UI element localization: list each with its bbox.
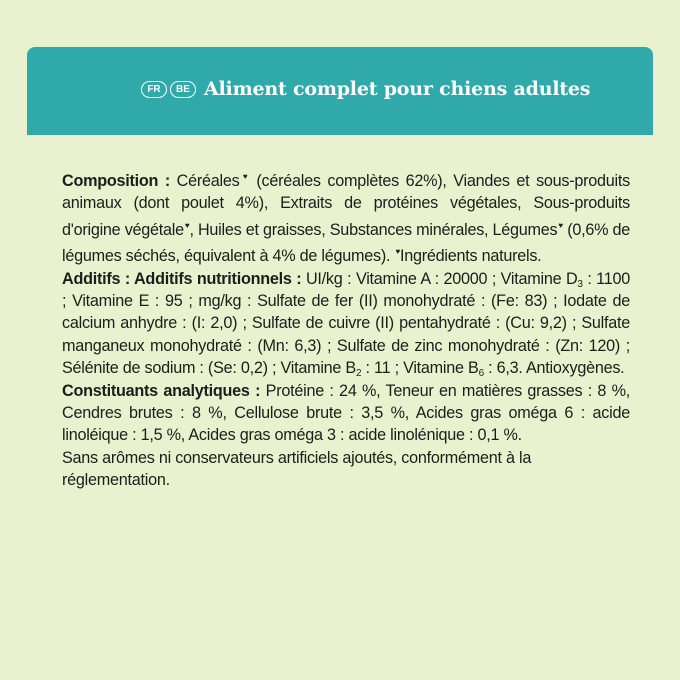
country-badge-be: BE	[170, 81, 196, 98]
heart-icon: ♥	[395, 247, 400, 257]
constituants-label: Constituants analytiques :	[62, 381, 261, 400]
constituants-text: Protéine : 24 %, Teneur en matières grasses : 8 %, Cendres brutes : 8 %, Cellulose brute : 3,5 %, Acides gras oméga 6 : acide linoléique : 1,5 %, Acides gras oméga 3 : acide linolénique : 0,1 %.	[62, 381, 630, 445]
additifs-text-1: UI/kg : Vitamine A : 20000 ; Vitamine D	[301, 269, 578, 288]
composition-text-3: , Huiles et graisses, Substances minérales, Légumes	[189, 220, 558, 239]
vitamin-b2-subscript: 2	[355, 368, 362, 380]
additifs-paragraph	[62, 268, 630, 380]
composition-text-2: (céréales complètes 62%), Viandes et sous-produits animaux (dont poulet 4%), Extraits de protéines végétales, Sous-produits d'origine végétale	[62, 172, 630, 239]
heart-icon: ♥	[240, 172, 250, 181]
heart-icon: ♥	[558, 220, 563, 230]
header-banner	[27, 47, 653, 135]
footer-note: Sans arômes ni conservateurs artificiels ajoutés, conformément à la réglementation.	[62, 448, 532, 490]
constituants-paragraph	[62, 380, 630, 447]
composition-paragraph	[62, 166, 630, 268]
vitamin-b6-subscript: 6	[478, 368, 484, 380]
heart-icon: ♥	[184, 220, 190, 230]
composition-text-4: (0,6% de légumes séchés, équivalent à 4% de légumes).	[62, 220, 631, 266]
product-title: Aliment complet pour chiens adultes	[204, 78, 591, 100]
additifs-text-4: : 6,3. Antioxygènes.	[483, 359, 625, 378]
composition-text-1: Céréales	[169, 172, 240, 190]
vitamin-d-subscript: 3	[577, 278, 583, 290]
composition-text-5: Ingrédients naturels.	[399, 247, 542, 266]
additifs-text-3: : 11 ; Vitamine B	[361, 359, 479, 378]
header-row	[141, 78, 590, 100]
composition-label: Composition :	[62, 172, 170, 190]
additifs-text-2: : 1100 ; Vitamine E : 95 ; mg/kg : Sulfate de fer (II) monohydraté : (Fe: 83) ; Iodate de calcium anhydre : (I: 2,0) ; Sulfate de cuivre (II) pentahydraté : (Cu: 9,2) ; Sulfate manganeux monohydraté : (Mn: 6,3) ; Sulfate de zinc monohydraté : (Zn: 120) ; Sélénite de sodium : (Se: 0,2) ; Vitamine B	[62, 269, 630, 378]
additifs-label: Additifs : Additifs nutritionnels :	[62, 269, 302, 288]
country-badge-fr: FR	[141, 81, 167, 98]
label-text	[62, 166, 630, 492]
